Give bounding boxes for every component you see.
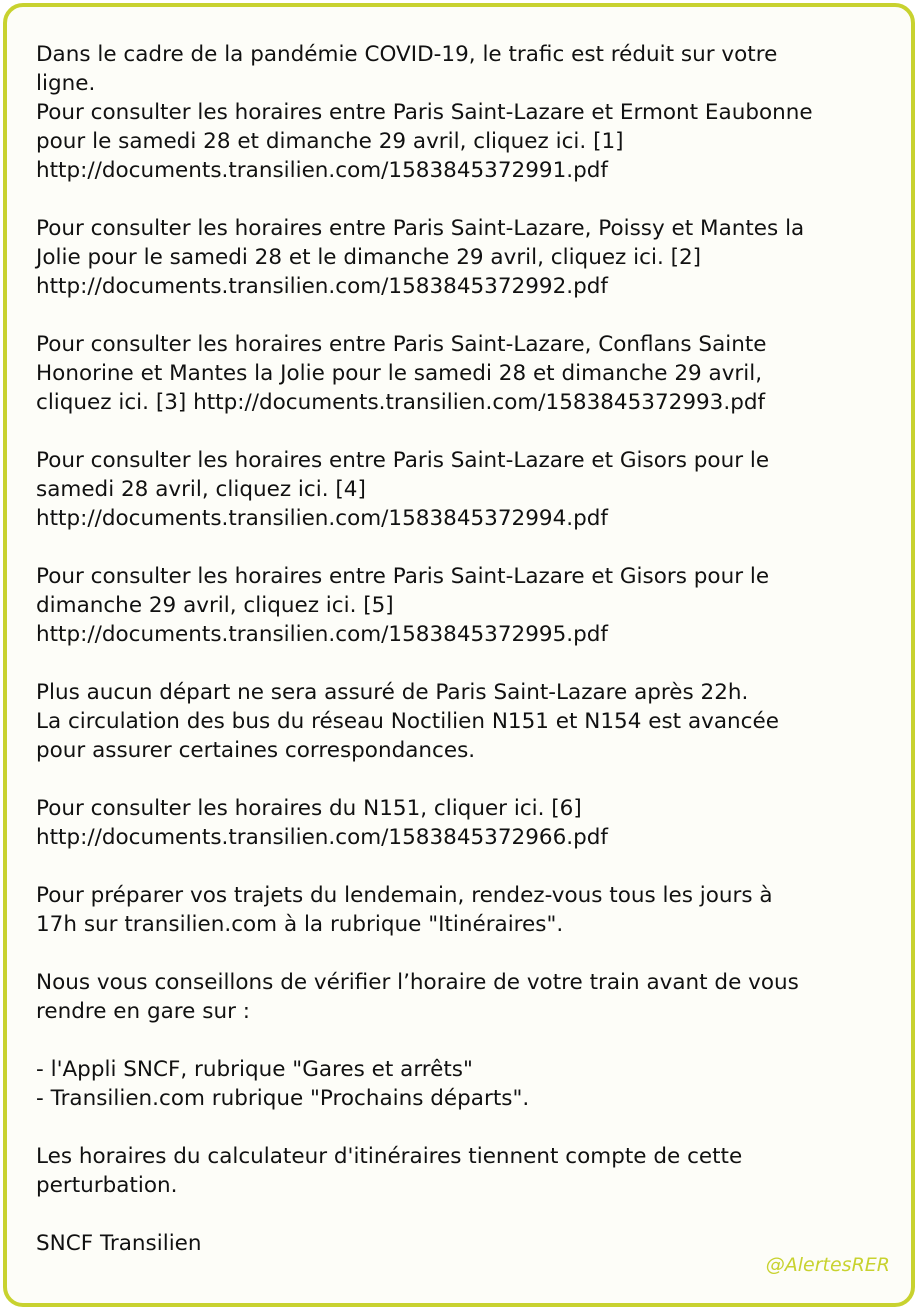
notice-line: ligne. [36,71,96,96]
notice-paragraph [36,968,896,1026]
notice-line: - l'Appli SNCF, rubrique "Gares et arrêts" [36,1057,473,1082]
notice-line: Pour consulter les horaires entre Paris Saint-Lazare, Conflans Sainte [36,332,767,357]
notice-line: http://documents.transilien.com/1583845372992.pdf [36,274,608,299]
notice-paragraph [36,1055,896,1113]
notice-body [36,40,896,1287]
notice-line: 17h sur transilien.com à la rubrique "Itinéraires". [36,912,564,937]
notice-paragraph [36,794,896,852]
notice-line: - Transilien.com rubrique "Prochains départs". [36,1086,530,1111]
notice-line: Nous vous conseillons de vérifier l’horaire de votre train avant de vous [36,970,799,995]
notice-line: http://documents.transilien.com/1583845372995.pdf [36,622,608,647]
notice-line: Pour consulter les horaires entre Paris Saint-Lazare, Poissy et Mantes la [36,216,805,241]
notice-paragraph [36,40,896,185]
notice-line: Les horaires du calculateur d'itinéraires tiennent compte de cette [36,1144,743,1169]
notice-line: Pour préparer vos trajets du lendemain, rendez-vous tous les jours à [36,883,773,908]
notice-line: Plus aucun départ ne sera assuré de Paris Saint-Lazare après 22h. [36,680,749,705]
notice-line: Pour consulter les horaires entre Paris Saint-Lazare et Gisors pour le [36,448,770,473]
notice-line: Dans le cadre de la pandémie COVID-19, le trafic est réduit sur votre [36,42,778,67]
notice-paragraph [36,1142,896,1200]
notice-line: Jolie pour le samedi 28 et le dimanche 29 avril, cliquez ici. [2] [36,245,702,270]
notice-paragraph [36,881,896,939]
notice-line: SNCF Transilien [36,1231,202,1256]
notice-paragraph [36,446,896,533]
notice-line: La circulation des bus du réseau Noctilien N151 et N154 est avancée [36,709,779,734]
notice-line: pour le samedi 28 et dimanche 29 avril, cliquez ici. [1] [36,129,624,154]
notice-line: perturbation. [36,1173,178,1198]
notice-line: pour assurer certaines correspondances. [36,738,476,763]
notice-line: Pour consulter les horaires entre Paris Saint-Lazare et Ermont Eaubonne [36,100,813,125]
notice-line: http://documents.transilien.com/1583845372991.pdf [36,158,608,183]
notice-paragraph [36,330,896,417]
notice-line: samedi 28 avril, cliquez ici. [4] [36,477,366,502]
notice-line: cliquez ici. [3] http://documents.transilien.com/1583845372993.pdf [36,390,766,415]
signature-handle: @AlertesRER [765,1254,890,1276]
notice-card [3,3,915,1307]
notice-line: Pour consulter les horaires entre Paris Saint-Lazare et Gisors pour le [36,564,770,589]
notice-line: Honorine et Mantes la Jolie pour le samedi 28 et dimanche 29 avril, [36,361,763,386]
notice-paragraph [36,214,896,301]
notice-line: rendre en gare sur : [36,999,250,1024]
notice-line: http://documents.transilien.com/1583845372994.pdf [36,506,608,531]
notice-line: dimanche 29 avril, cliquez ici. [5] [36,593,394,618]
notice-line: http://documents.transilien.com/1583845372966.pdf [36,825,608,850]
notice-line: Pour consulter les horaires du N151, cliquer ici. [6] [36,796,582,821]
notice-paragraph [36,678,896,765]
notice-paragraph [36,562,896,649]
